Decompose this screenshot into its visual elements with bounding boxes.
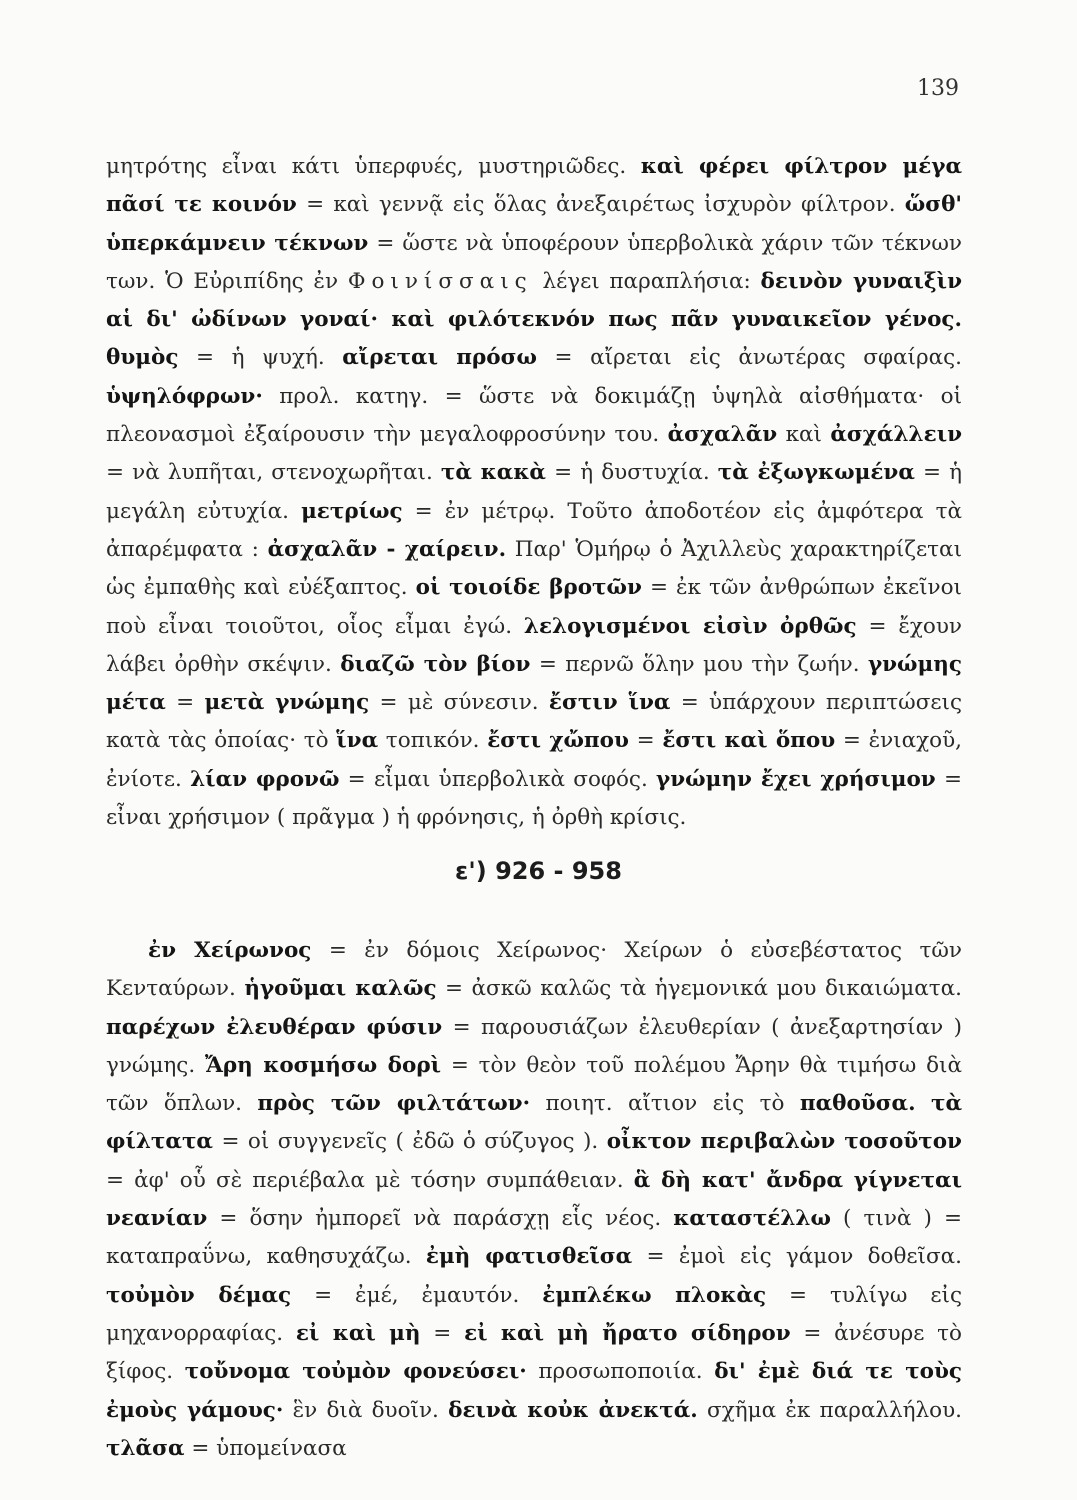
lemma-term: ὥσθ' ὑπερκάμνειν τέκνων xyxy=(106,192,962,256)
lemma-term: τὰ κακὰ xyxy=(440,460,546,486)
gloss-text: = ἔχουν λάβει ὀρθὴν σκέψιν. xyxy=(106,613,962,677)
gloss-text: = ἐν δόμοις Χείρωνος· Χείρων ὁ εὐσεβέστατος τῶν Κενταύρων. xyxy=(106,938,962,1002)
lemma-term: εἰ καὶ μὴ xyxy=(295,1320,421,1346)
gloss-text: Φοινίσσαις xyxy=(347,268,533,294)
commentary-paragraph-1 xyxy=(106,148,962,837)
gloss-text: μητρότης εἶναι κάτι ὑπερφυές, μυστηριῶδες. xyxy=(106,154,641,179)
gloss-text: = τὸν θεὸν τοῦ πολέμου Ἄρην θὰ τιμήσω διὰ τῶν ὅπλων. xyxy=(106,1052,962,1117)
lemma-term: παθοῦσα. xyxy=(799,1091,916,1117)
gloss-text: = ὑπάρχουν περιπτώσεις κατὰ τὰς ὁποίας· τὸ xyxy=(106,690,963,754)
gloss-text: = τυλίγω εἰς μηχανορραφίας. xyxy=(106,1282,962,1346)
lemma-term: διαζῶ τὸν βίον xyxy=(340,651,531,677)
gloss-text: σχῆμα ἐκ παραλλήλου. xyxy=(697,1397,962,1423)
gloss-text: = ἡ ψυχή. xyxy=(178,345,343,371)
lemma-term: τὰ ἐξωγκωμένα xyxy=(717,460,915,486)
page-number: 139 xyxy=(917,76,959,101)
lemma-term: ἃ δὴ κατ' ἄνδρα γίγνεται νεανίαν xyxy=(106,1167,962,1232)
gloss-text: = ἡ μεγάλη εὐτυχία. xyxy=(106,460,962,524)
gloss-text: = ἐν μέτρῳ. Τοῦτο ἀποδοτέον εἰς ἀμφότερα τὰ ἀπαρέμφατα : xyxy=(106,498,963,562)
lemma-term: παρέχων ἐλευθέραν φύσιν xyxy=(106,1014,443,1040)
lemma-term: δεινὸν γυναιξὶν αἱ δι' ὠδίνων γοναί· καὶ φιλότεκνόν πως πᾶν γυναικεῖον γένος. xyxy=(106,268,962,333)
gloss-text: = ἀνέσυρε τὸ ξίφος. xyxy=(106,1320,962,1385)
gloss-text: = νὰ λυπῆται, στενοχωρῆται. xyxy=(106,460,441,486)
lemma-term: τλᾶσα xyxy=(106,1435,185,1461)
lemma-term: μετὰ γνώμης xyxy=(204,690,370,716)
gloss-text: = οἱ συγγενεῖς ( ἐδῶ ὁ σύζυγος ). xyxy=(212,1129,607,1155)
gloss-text: = ὑπομείνασα xyxy=(184,1435,347,1461)
lemma-term: αἴρεται πρόσω xyxy=(342,345,537,371)
lemma-term: Ἄρη κοσμήσω δορὶ xyxy=(204,1052,442,1078)
lemma-term: γνώμης μέτα xyxy=(106,651,962,716)
lemma-term: εἰ καὶ μὴ ἤρατο σίδηρον xyxy=(464,1320,791,1346)
gloss-text: = μὲ σύνεσιν. xyxy=(369,690,549,716)
lemma-term: δι' ἐμὲ διά τε τοὺς ἐμοὺς γάμους· xyxy=(106,1359,963,1423)
gloss-text: τοπικόν. xyxy=(378,728,488,754)
lemma-term: ἐν Χείρωνος xyxy=(148,938,312,963)
lemma-term: ὑψηλόφρων· xyxy=(106,383,263,409)
gloss-text: = ὅσην ἠμπορεῖ νὰ παράσχῃ εἷς νέος. xyxy=(207,1206,674,1232)
gloss-text: = ἐκ τῶν ἀνθρώπων ἐκεῖνοι ποὺ εἶναι τοιοῦτοι, οἷος εἶμαι ἐγώ. xyxy=(106,575,962,639)
gloss-text: προσωποποιία. xyxy=(526,1359,715,1385)
gloss-text xyxy=(916,1091,931,1116)
gloss-text: = xyxy=(420,1320,465,1346)
lemma-term: ἔστιν ἵνα xyxy=(548,690,671,716)
gloss-text: = xyxy=(165,690,205,716)
gloss-text: = εἶμαι ὑπερβολικὰ σοφός. xyxy=(339,766,657,792)
lemma-term: ἀσχαλᾶν xyxy=(667,422,778,448)
gloss-text: = xyxy=(628,728,663,754)
lemma-term: ἔστι καὶ ὅπου xyxy=(662,728,836,754)
gloss-text: = ἀσκῶ καλῶς τὰ ἡγεμονικά μου δικαιώματα. xyxy=(436,976,962,1002)
lemma-term: ἐμὴ φατισθεῖσα xyxy=(425,1244,633,1270)
lemma-term: ἀσχαλᾶν - χαίρειν. xyxy=(267,536,507,562)
lemma-term: οἱ τοιοίδε βροτῶν xyxy=(415,575,642,601)
lemma-term: ἡγοῦμαι καλῶς xyxy=(244,976,437,1002)
gloss-text: = εἶναι χρήσιμον ( πρᾶγμα ) ἡ φρόνησις, ἡ ὀρθὴ κρίσις. xyxy=(106,766,962,831)
gloss-text: = ὥστε νὰ ὑποφέρουν ὑπερβολικὰ χάριν τῶν τέκνων των. Ὁ Εὐριπίδης ἐν xyxy=(106,230,962,294)
gloss-text: = καὶ γεννᾷ εἰς ὅλας ἀνεξαιρέτως ἰσχυρὸν φίλτρον. xyxy=(296,192,905,218)
lemma-term: τοὐμὸν δέμας xyxy=(106,1282,292,1308)
lemma-term: γνώμην ἔχει χρήσιμον xyxy=(656,766,936,792)
lemma-term: πρὸς τῶν φιλτάτων· xyxy=(257,1091,531,1117)
lemma-term: ἵνα xyxy=(336,728,379,754)
commentary-paragraph-2 xyxy=(106,932,962,1468)
lemma-term: λελογισμένοι εἰσὶν ὀρθῶς xyxy=(523,613,857,639)
gloss-text: = ἐνιαχοῦ, ἐνίοτε. xyxy=(106,728,963,792)
lemma-term: ἀσχάλλειν xyxy=(830,422,963,448)
lemma-term: τὰ φίλτατα xyxy=(106,1091,962,1155)
gloss-text: = ἡ δυστυχία. xyxy=(545,460,718,486)
lemma-term: μετρίως xyxy=(301,498,403,524)
gloss-text: = αἴρεται εἰς ἀνωτέρας σφαίρας. xyxy=(536,345,963,371)
gloss-text: λέγει παραπλήσια: xyxy=(532,268,761,294)
gloss-text: Παρ' Ὁμήρῳ ὁ Ἀχιλλεὺς χαρακτηρίζεται ὡς ἐμπαθὴς καὶ εὐέξαπτος. xyxy=(106,536,962,601)
lemma-term: καταστέλλω xyxy=(673,1206,831,1232)
lemma-term: οἶκτον περιβαλὼν τοσοῦτον xyxy=(606,1129,962,1155)
gloss-text: = περνῶ ὅλην μου τὴν ζωήν. xyxy=(530,651,868,677)
lemma-term: ἐμπλέκω πλοκὰς xyxy=(542,1282,767,1308)
gloss-text: ( τινὰ ) = καταπραΰνω, καθησυχάζω. xyxy=(106,1206,962,1270)
gloss-text: = ἐμοὶ εἰς γάμον δοθεῖσα. xyxy=(632,1244,963,1270)
gloss-text: ἓν διὰ δυοῖν. xyxy=(283,1397,449,1423)
gloss-text: = ἐμέ, ἐμαυτόν. xyxy=(291,1282,543,1308)
lemma-term: δεινὰ κοὐκ ἀνεκτά. xyxy=(448,1397,698,1423)
gloss-text: καὶ xyxy=(777,422,831,448)
lemma-term: θυμὸς xyxy=(106,345,179,371)
section-heading: ε') 926 - 958 xyxy=(455,857,622,885)
gloss-text: = ἀφ' οὗ σὲ περιέβαλα μὲ τόσην συμπάθειαν. xyxy=(106,1167,634,1193)
lemma-term: λίαν φρονῶ xyxy=(190,766,340,792)
lemma-term: τοὔνομα τοὐμὸν φονεύσει· xyxy=(184,1359,527,1385)
lemma-term: καὶ φέρει φίλτρον μέγα πᾶσί τε κοινόν xyxy=(106,154,963,218)
gloss-text: προλ. κατηγ. = ὥστε νὰ δοκιμάζῃ ὑψηλὰ αἰσθήματα· οἱ πλεονασμοὶ ἐξαίρουσιν τὴν μεγαλοφροσύνην του. xyxy=(106,383,962,448)
gloss-text: = παρουσιάζων ἐλευθερίαν ( ἀνεξαρτησίαν ) γνώμης. xyxy=(106,1014,963,1078)
gloss-text: ποιητ. αἴτιον εἰς τὸ xyxy=(530,1091,800,1117)
lemma-term: ἔστι χὤπου xyxy=(487,728,629,754)
